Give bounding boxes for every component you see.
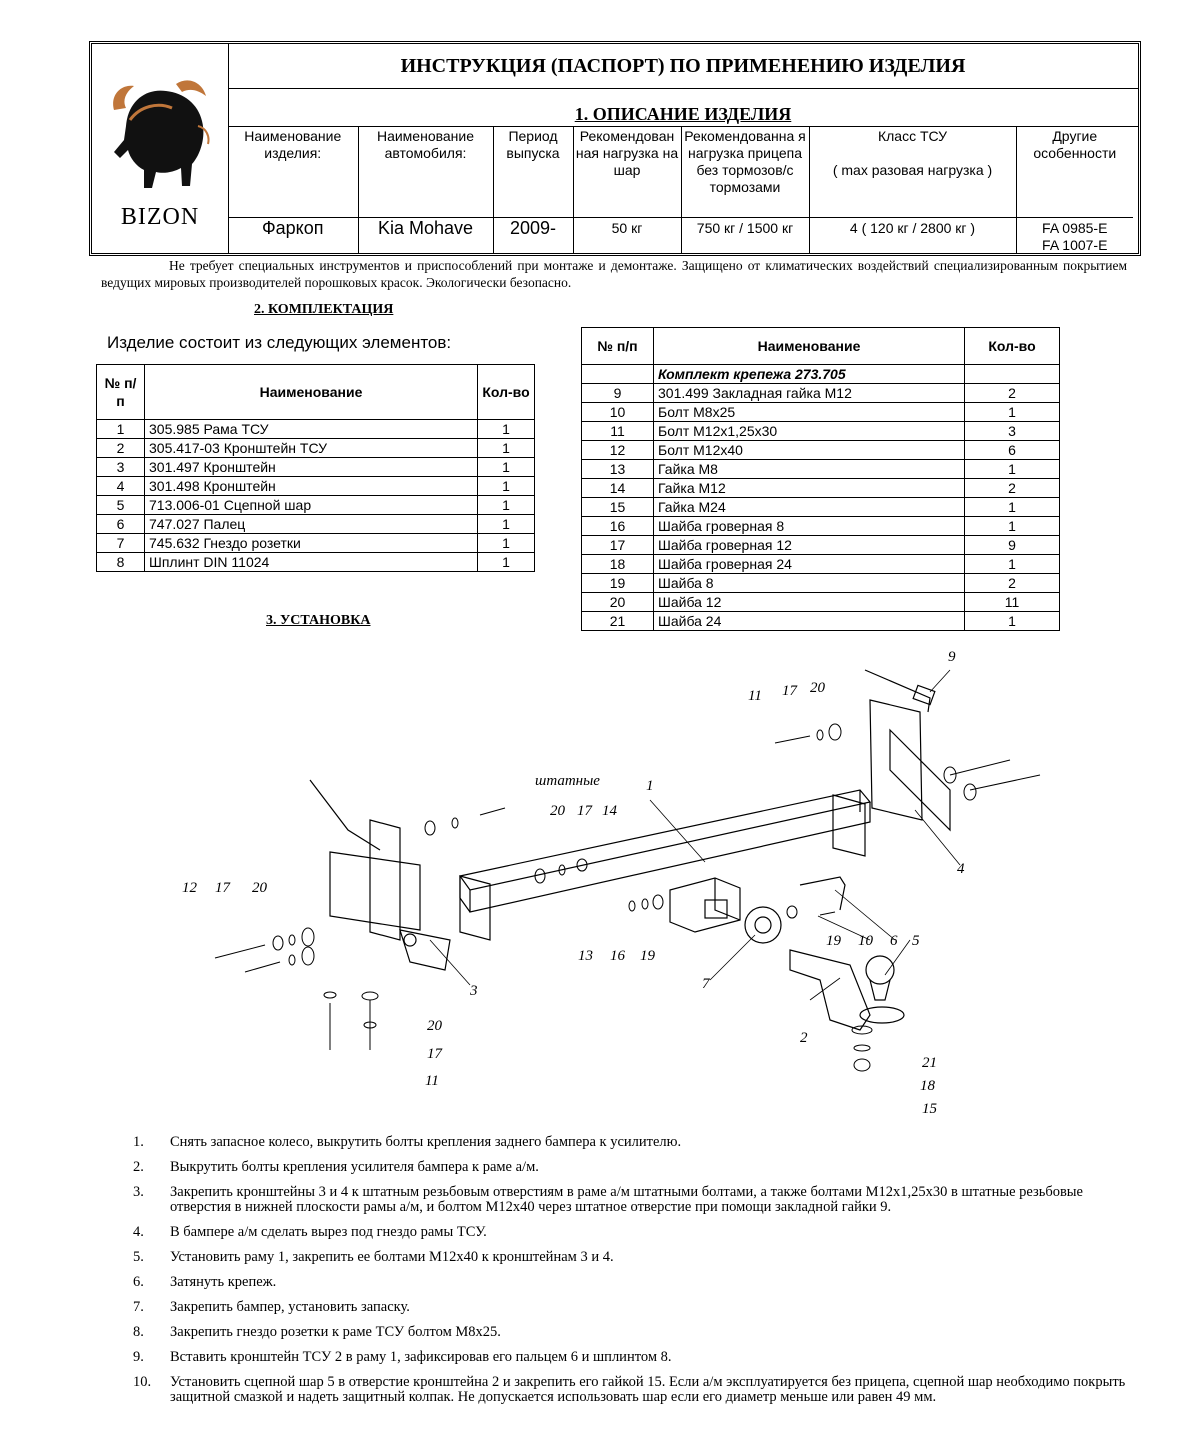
composition-intro: Изделие состоит из следующих элементов: (107, 333, 452, 352)
row-name: Болт М12х40 (654, 441, 965, 460)
row-name: 745.632 Гнездо розетки (145, 534, 478, 553)
step-number: 8. (133, 1324, 144, 1340)
row-qty: 1 (478, 477, 535, 496)
step-number: 6. (133, 1274, 144, 1290)
header-vehicle-name: Наименование автомобиля: (358, 126, 493, 217)
row-qty: 1 (478, 439, 535, 458)
callout-10: 10 (858, 933, 873, 949)
row-qty: 11 (965, 593, 1060, 612)
row-number: 16 (582, 517, 654, 536)
components-table (96, 364, 535, 572)
callout-1: 1 (646, 778, 654, 794)
callout-11-bottom: 11 (425, 1073, 439, 1089)
product-note: Не требует специальных инструментов и приспособлений при монтаже и демонтаже. Защищено от климатических воздействий специализированным покрытием ведущих мировых производителей порошковых красок. Экологически безопасно. (101, 258, 1127, 290)
value-other-1: FA 0985-E (1042, 219, 1108, 236)
step-item (133, 1160, 1133, 1175)
value-other-2: FA 1007-E (1042, 236, 1108, 253)
section1-title: 1. ОПИСАНИЕ ИЗДЕЛИЯ (574, 104, 792, 124)
step-text: Закрепить бампер, установить запаску. (170, 1299, 410, 1315)
header-product-name: Наименование изделия: (228, 126, 358, 217)
bracket-right (865, 670, 950, 830)
socket (745, 907, 781, 943)
row-name: 301.498 Кронштейн (145, 477, 478, 496)
header-other: Другие особенности (1016, 126, 1133, 217)
row-number: 18 (582, 555, 654, 574)
callout-12: 12 (182, 880, 197, 896)
callout-17-top: 17 (782, 683, 797, 699)
row-number: 8 (97, 553, 145, 572)
kit-label: Комплект крепежа 273.705 (654, 365, 965, 384)
row-qty: 1 (965, 403, 1060, 422)
step-text: Вставить кронштейн ТСУ 2 в раму 1, зафиксировав его пальцем 6 и шплинтом 8. (170, 1349, 672, 1365)
value-period: 2009- (493, 217, 573, 254)
col-number: № п/п (582, 328, 654, 365)
row-name: 301.499 Закладная гайка М12 (654, 384, 965, 403)
value-product: Фаркоп (228, 217, 358, 254)
table-row (97, 515, 535, 534)
table-row (582, 612, 1060, 631)
ball-mount (790, 950, 904, 1030)
callout-19-right: 19 (826, 933, 841, 949)
bracket-left (310, 780, 450, 970)
row-number: 13 (582, 460, 654, 479)
row-qty: 1 (478, 420, 535, 439)
step-number: 9. (133, 1349, 144, 1365)
callout-11-top: 11 (748, 688, 762, 704)
table-row (582, 422, 1060, 441)
row-qty: 6 (965, 441, 1060, 460)
row-qty: 2 (965, 574, 1060, 593)
class-note: ( max разовая нагрузка ) (832, 162, 993, 178)
table-row (582, 574, 1060, 593)
page-title: ИНСТРУКЦИЯ (ПАСПОРТ) ПО ПРИМЕНЕНИЮ ИЗДЕЛИЯ (228, 44, 1138, 89)
callout-20-left: 20 (252, 880, 267, 896)
row-name: Гайка М12 (654, 479, 965, 498)
step-text: Выкрутить болты крепления усилителя бампера к раме а/м. (170, 1159, 539, 1175)
step-text: Установить сцепной шар 5 в отверстие кронштейна 2 и закрепить его гайкой 15. Если а/м эксплуатируется без прицепа, сцепной шар необходимо покрыть защитной смазкой и надеть защитный колпак. Не допускается использовать шар если его диаметр меньше или равен 49 мм. (170, 1374, 1126, 1405)
pin (800, 877, 845, 910)
row-name: Шплинт DIN 11024 (145, 553, 478, 572)
row-qty: 1 (965, 498, 1060, 517)
row-number: 7 (97, 534, 145, 553)
row-name: Гайка М24 (654, 498, 965, 517)
logo (92, 44, 229, 253)
row-qty: 1 (478, 496, 535, 515)
components-table-body (97, 420, 535, 572)
callout-19-left: 19 (640, 948, 655, 964)
callout-13: 13 (578, 948, 593, 964)
step-item (133, 1225, 1133, 1240)
section3-title: 3. УСТАНОВКА (266, 613, 371, 628)
row-number: 9 (582, 384, 654, 403)
step-item (133, 1375, 1133, 1405)
row-name: 305.985 Рама ТСУ (145, 420, 478, 439)
row-number: 3 (97, 458, 145, 477)
table-row (97, 534, 535, 553)
step-number: 5. (133, 1249, 144, 1265)
row-name: Болт М12х1,25х30 (654, 422, 965, 441)
table-row (582, 498, 1060, 517)
step-text: Снять запасное колесо, выкрутить болты крепления заднего бампера к усилителю. (170, 1134, 682, 1150)
row-number: 2 (97, 439, 145, 458)
row-name: Шайба гроверная 8 (654, 517, 965, 536)
row-name: 747.027 Палец (145, 515, 478, 534)
step-item (133, 1135, 1133, 1150)
section2-title: 2. КОМПЛЕКТАЦИЯ (254, 302, 394, 317)
step-number: 10. (133, 1374, 152, 1390)
header-ball-load: Рекомендован ная нагрузка на шар (573, 126, 681, 217)
callout-6: 6 (890, 933, 898, 949)
callout-21: 21 (922, 1055, 937, 1071)
row-number: 6 (97, 515, 145, 534)
label-standard: штатные (535, 773, 600, 789)
value-class: 4 ( 120 кг / 2800 кг ) (809, 217, 1016, 254)
row-qty: 1 (965, 517, 1060, 536)
step-number: 1. (133, 1134, 144, 1150)
row-number: 17 (582, 536, 654, 555)
header-trailer-load: Рекомендованна я нагрузка прицепа без тормозов/с тормозами (681, 126, 809, 217)
row-name: Шайба гроверная 12 (654, 536, 965, 555)
table-row (582, 460, 1060, 479)
row-name: Болт М8х25 (654, 403, 965, 422)
row-qty: 2 (965, 384, 1060, 403)
callout-16: 16 (610, 948, 625, 964)
callout-17-bottom: 17 (427, 1046, 442, 1062)
description-table (228, 126, 1133, 254)
callout-9: 9 (948, 649, 956, 665)
tow-frame (460, 790, 870, 940)
callout-15: 15 (922, 1101, 937, 1117)
fasteners-table (581, 327, 1060, 631)
table-row (582, 555, 1060, 574)
table-row (97, 458, 535, 477)
callout-17-left: 17 (215, 880, 230, 896)
row-name: 305.417-03 Кронштейн ТСУ (145, 439, 478, 458)
step-number: 4. (133, 1224, 144, 1240)
installation-diagram (170, 640, 1070, 1120)
row-qty: 2 (965, 479, 1060, 498)
row-name: Шайба 24 (654, 612, 965, 631)
step-text: В бампере а/м сделать вырез под гнездо рамы ТСУ. (170, 1224, 487, 1240)
value-other (1016, 217, 1133, 254)
value-trailer-load: 750 кг / 1500 кг (681, 217, 809, 254)
table-row (97, 420, 535, 439)
row-name: 301.497 Кронштейн (145, 458, 478, 477)
row-name: Шайба 8 (654, 574, 965, 593)
document-header (89, 41, 1141, 256)
table-row (582, 593, 1060, 612)
step-text: Затянуть крепеж. (170, 1274, 277, 1290)
row-qty: 1 (478, 553, 535, 572)
step-item (133, 1275, 1133, 1290)
row-number: 20 (582, 593, 654, 612)
row-number: 11 (582, 422, 654, 441)
fasteners (215, 724, 1040, 1071)
step-text: Установить раму 1, закрепить ее болтами М12х40 к кронштейнам 3 и 4. (170, 1249, 614, 1265)
col-qty: Кол-во (965, 328, 1060, 365)
col-name: Наименование (145, 365, 478, 420)
col-number: № п/п (97, 365, 145, 420)
callout-20-mid: 20 (550, 803, 565, 819)
row-qty: 1 (965, 460, 1060, 479)
table-row (582, 403, 1060, 422)
callout-18: 18 (920, 1078, 935, 1094)
header-class (809, 126, 1016, 217)
callout-17-mid: 17 (577, 803, 592, 819)
value-vehicle: Kia Mohave (358, 217, 493, 254)
table-row (582, 441, 1060, 460)
step-item (133, 1350, 1133, 1365)
row-qty: 9 (965, 536, 1060, 555)
bison-icon (106, 66, 216, 194)
row-qty: 1 (965, 555, 1060, 574)
table-row (97, 496, 535, 515)
callout-14: 14 (602, 803, 617, 819)
class-label: Класс ТСУ (877, 128, 948, 144)
callout-20-bottom: 20 (427, 1018, 442, 1034)
table-row (582, 517, 1060, 536)
table-row (97, 553, 535, 572)
row-number: 15 (582, 498, 654, 517)
callout-7: 7 (702, 976, 710, 992)
callout-20-top: 20 (810, 680, 825, 696)
row-qty: 1 (478, 515, 535, 534)
step-number: 7. (133, 1299, 144, 1315)
kit-row (582, 365, 1060, 384)
row-name: 713.006-01 Сцепной шар (145, 496, 478, 515)
row-qty: 1 (478, 458, 535, 477)
step-number: 3. (133, 1184, 144, 1200)
row-name: Шайба 12 (654, 593, 965, 612)
row-number: 10 (582, 403, 654, 422)
logo-text: BIZON (120, 204, 200, 230)
section1-row (228, 88, 1138, 127)
row-number: 14 (582, 479, 654, 498)
leader-lines (430, 670, 960, 1000)
callout-4: 4 (957, 861, 965, 877)
step-text: Закрепить гнездо розетки к раме ТСУ болтом М8х25. (170, 1324, 501, 1340)
col-name: Наименование (654, 328, 965, 365)
installation-steps (133, 1135, 1133, 1415)
callout-5: 5 (912, 933, 920, 949)
row-number: 5 (97, 496, 145, 515)
col-qty: Кол-во (478, 365, 535, 420)
step-item (133, 1300, 1133, 1315)
table-row (582, 536, 1060, 555)
table-row (97, 439, 535, 458)
step-number: 2. (133, 1159, 144, 1175)
step-item (133, 1250, 1133, 1265)
step-item (133, 1325, 1133, 1340)
row-number: 12 (582, 441, 654, 460)
table-row (97, 477, 535, 496)
row-number: 4 (97, 477, 145, 496)
callout-labels (182, 649, 965, 1117)
table-row (582, 384, 1060, 403)
row-number: 21 (582, 612, 654, 631)
header-period: Период выпуска (493, 126, 573, 217)
step-text: Закрепить кронштейны 3 и 4 к штатным резьбовым отверстиям в раме а/м штатными болтами, а также болтами М12х1,25х30 в штатные резьбовые отверстия в нижней плоскости рамы а/м, и болтом М12х40 через штатное отверстие при помощи закладной гайки 9. (170, 1184, 1083, 1215)
table-row (582, 479, 1060, 498)
row-qty: 3 (965, 422, 1060, 441)
row-number: 1 (97, 420, 145, 439)
fasteners-table-body (582, 365, 1060, 631)
step-item (133, 1185, 1133, 1215)
value-ball-load: 50 кг (573, 217, 681, 254)
callout-2: 2 (800, 1030, 808, 1046)
callout-3: 3 (470, 983, 478, 999)
row-qty: 1 (965, 612, 1060, 631)
row-qty: 1 (478, 534, 535, 553)
row-name: Шайба гроверная 24 (654, 555, 965, 574)
row-name: Гайка М8 (654, 460, 965, 479)
row-number: 19 (582, 574, 654, 593)
